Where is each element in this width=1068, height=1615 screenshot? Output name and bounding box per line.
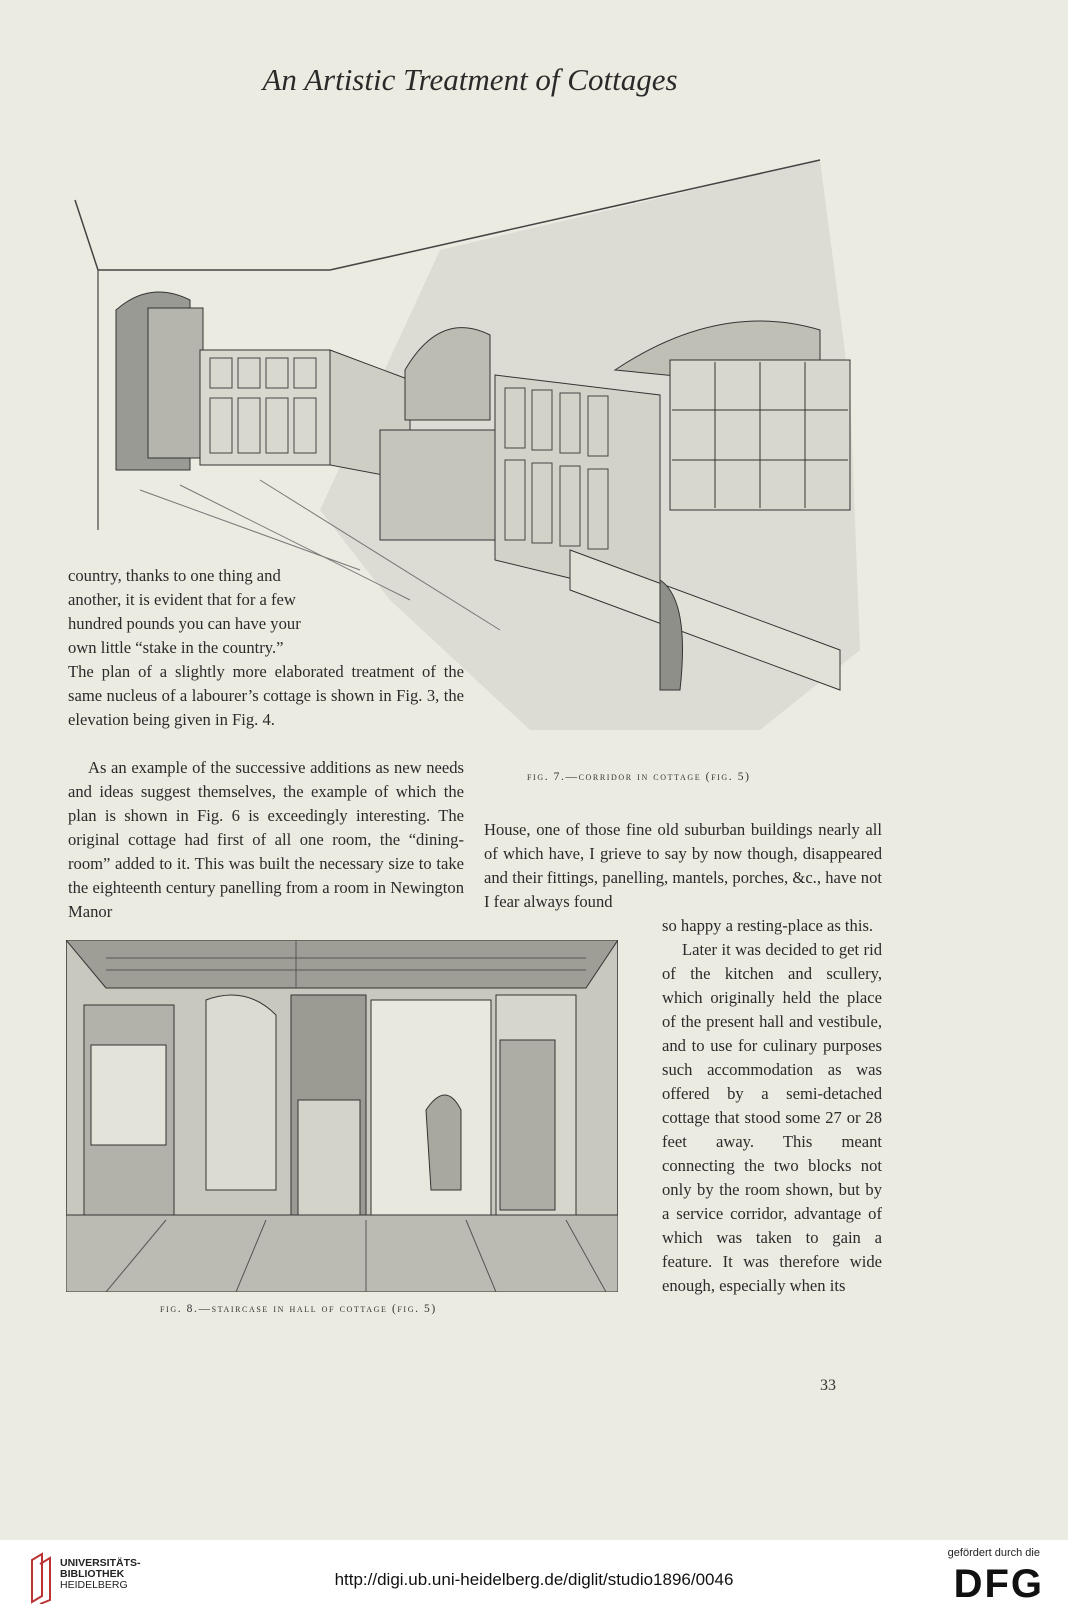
body-line: another, it is evident that for a few — [68, 590, 296, 609]
dfg-logo: DFG — [953, 1562, 1044, 1606]
body-left-col-top — [68, 564, 360, 660]
running-title: An Artistic Treatment of Cottages — [262, 62, 678, 97]
fig8-caption: fig. 8.—staircase in hall of cottage (fig. 5) — [160, 1303, 437, 1315]
paragraph: The plan of a slightly more elaborated treatment of the same nucleus of a labourer’s cottage is shown in Fig. 3, the elevation being given in Fig. 4. — [68, 662, 464, 729]
library-line: HEIDELBERG — [60, 1579, 128, 1591]
library-line: UNIVERSITÄTS- — [60, 1557, 141, 1569]
library-line: BIBLIOTHEK — [60, 1568, 125, 1580]
paragraph: As an example of the successive additions as new needs and ideas suggest themselves, the example of which the plan is shown in Fig. 6 is exceedingly interesting. The original cottage had first of all one room, the “dining-room” added to it. This was built the necessary size to take the eighteenth century panelling from a room in Newington Manor — [68, 758, 464, 921]
body-para-plan — [68, 660, 464, 732]
body-right-col-top — [484, 818, 882, 914]
fig7-caption: fig. 7.—corridor in cottage (fig. 5) — [527, 771, 751, 783]
body-line: hundred pounds you can have your — [68, 614, 301, 633]
fig8-staircase-illustration — [66, 940, 618, 1292]
body-line: own little “stake in the country.” — [68, 638, 284, 657]
paragraph: so happy a resting-place as this. — [662, 916, 874, 935]
page-number: 33 — [820, 1377, 836, 1394]
funded-by-label: gefördert durch die — [947, 1547, 1040, 1559]
body-para-additions — [68, 756, 464, 924]
paragraph: House, one of those fine old suburban buildings nearly all of which have, I grieve to say by now though, disappeared and their fittings, panelling, mantels, porches, &c., have not I fear always found — [484, 820, 882, 911]
body-right-col-narrow — [662, 914, 882, 1298]
paragraph: Later it was decided to get rid of the kitchen and scullery, which originally held the place of the present hall and vestibule, and to use for culinary purposes such accommodation as was offered by a semi-detached cottage that stood some 27 or 28 feet away. This meant connecting the two blocks not only by the room shown, but by a service corridor, advantage of which was taken to gain a feature. It was therefore wide enough, especially when its — [662, 940, 882, 1295]
source-url[interactable]: http://digi.ub.uni-heidelberg.de/diglit/studio1896/0046 — [334, 1570, 734, 1589]
body-line: country, thanks to one thing and — [68, 566, 281, 585]
